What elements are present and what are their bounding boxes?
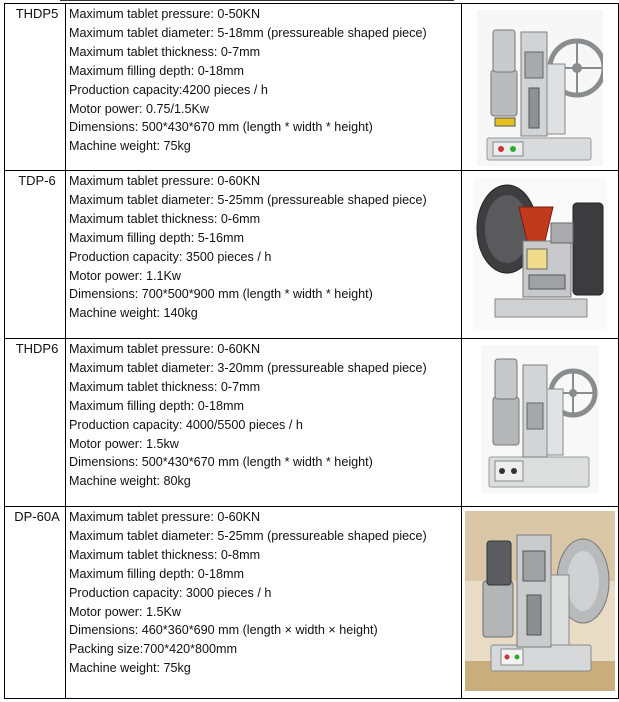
table-row	[5, 4, 619, 171]
spec-line: Maximum tablet diameter: 5-25mm (pressureable shaped piece)	[69, 192, 427, 207]
specs-cell	[66, 4, 462, 171]
specs-cell	[66, 339, 462, 507]
machine-photo	[473, 177, 607, 331]
spec-line: Dimensions: 500*430*670 mm (length * width * height)	[69, 120, 373, 135]
photo-cell	[462, 339, 619, 507]
spec-line: Maximum filling depth: 5-16mm	[69, 230, 244, 245]
spec-line: Dimensions: 500*430*670 mm (length * width * height)	[69, 455, 373, 470]
model-cell	[5, 507, 66, 699]
spec-line: Maximum tablet thickness: 0-7mm	[69, 44, 261, 59]
spec-line: Production capacity: 4000/5500 pieces / h	[69, 417, 303, 432]
specs-cell	[66, 171, 462, 339]
spec-line: Dimensions: 700*500*900 mm (length * width * height)	[69, 287, 373, 302]
spec-line: Maximum tablet diameter: 3-20mm (pressureable shaped piece)	[69, 360, 427, 375]
spec-line: Maximum tablet pressure: 0-50KN	[69, 7, 261, 21]
spec-line: Production capacity: 3500 pieces / h	[69, 249, 272, 264]
machine-photo	[481, 345, 599, 493]
spec-line: Maximum tablet diameter: 5-18mm (pressureable shaped piece)	[69, 25, 427, 40]
spec-line: Motor power: 0.75/1.5Kw	[69, 101, 210, 116]
spec-line: Maximum filling depth: 0-18mm	[69, 398, 244, 413]
model-cell	[5, 171, 66, 339]
spec-line: Maximum tablet pressure: 0-60KN	[69, 342, 261, 356]
spec-line: Maximum tablet diameter: 5-25mm (pressureable shaped piece)	[69, 528, 427, 543]
spec-line: Production capacity: 3000 pieces / h	[69, 585, 272, 600]
specs-cell	[66, 507, 462, 699]
table-row	[5, 507, 619, 699]
spec-line: Motor power: 1.1Kw	[69, 268, 181, 283]
spec-line: Motor power: 1.5Kw	[69, 604, 181, 619]
spec-line: Maximum tablet thickness: 0-8mm	[69, 547, 261, 562]
machine-photo	[477, 10, 603, 166]
table-row	[5, 339, 619, 507]
spec-line: Motor power: 1.5kw	[69, 436, 179, 451]
table-row	[5, 171, 619, 339]
spec-line: Machine weight: 75kg	[69, 139, 191, 154]
model-cell	[5, 4, 66, 171]
photo-cell	[462, 4, 619, 171]
model-name: THDP5	[15, 6, 59, 21]
spec-line: Dimensions: 460*360*690 mm (length × width × height)	[69, 623, 378, 638]
model-name: THDP6	[15, 341, 59, 356]
model-cell	[5, 339, 66, 507]
spec-line: Machine weight: 140kg	[69, 306, 198, 321]
spec-line: Packing size:700*420*800mm	[69, 642, 238, 657]
spec-line: Production capacity:4200 pieces / h	[69, 82, 268, 97]
spec-line: Maximum tablet pressure: 0-60KN	[69, 510, 261, 524]
photo-cell	[462, 507, 619, 699]
spec-line: Maximum tablet thickness: 0-6mm	[69, 211, 261, 226]
spec-line: Maximum filling depth: 0-18mm	[69, 566, 244, 581]
spec-line: Maximum tablet pressure: 0-60KN	[69, 174, 261, 188]
spec-line: Machine weight: 80kg	[69, 474, 191, 489]
model-name: TDP-6	[18, 173, 56, 188]
spec-line: Machine weight: 75kg	[69, 661, 191, 676]
spec-table	[4, 3, 619, 699]
spec-line: Maximum tablet thickness: 0-7mm	[69, 379, 261, 394]
machine-photo	[465, 511, 615, 691]
model-name: DP-60A	[14, 509, 60, 524]
spec-line: Maximum filling depth: 0-18mm	[69, 63, 244, 78]
photo-cell	[462, 171, 619, 339]
